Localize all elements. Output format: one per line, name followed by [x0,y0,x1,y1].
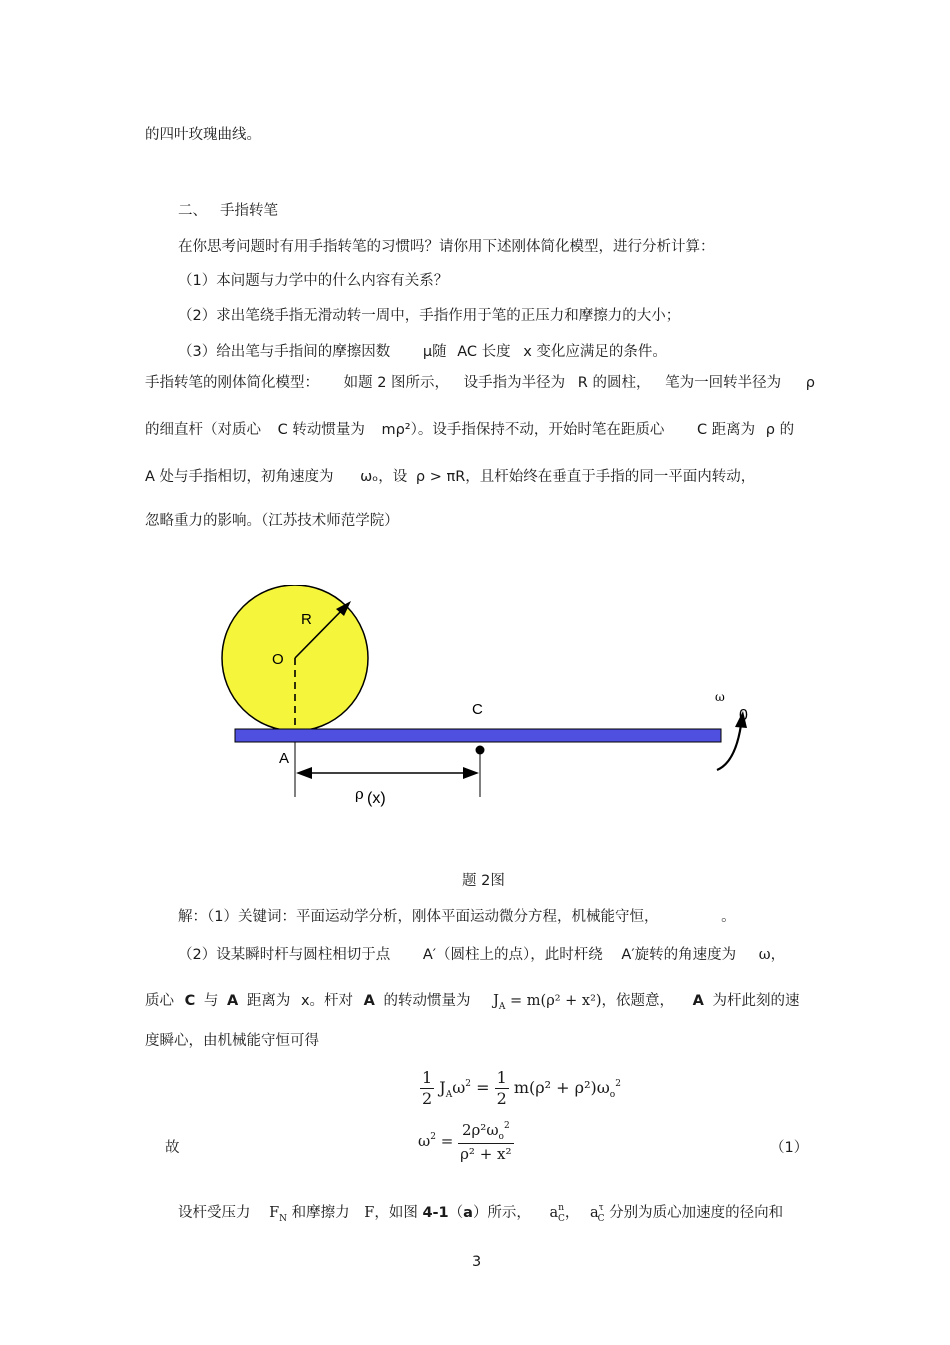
label-omega-0: 0 [739,707,748,724]
center-of-mass-dot [476,746,485,755]
text-line: 的四叶玫瑰曲线。 [145,127,261,143]
model-line-2: 的细直杆（对质心 C 转动惯量为 mρ²）。设手指保持不动，开始时笔在距质心 C 距离为 ρ 的 [145,422,795,438]
section-title: 手指转笔 [220,203,278,219]
pen-rod [235,729,721,742]
model-line-1: 手指转笔的刚体简化模型： 如题 2 图所示， 设手指为半径为 R 的圆柱， 笔为一回转半径为 ρ [145,375,815,391]
solution-4: 度瞬心，由机械能守恒可得 [145,1033,319,1049]
last-line: 设杆受压力 $F_N$ 和摩擦力 F，如图 4-1（a）所示， $a^n_C$， $a^\tau_C$ 分别为质心加速度的径向和 [178,1203,784,1224]
label-R: R [301,611,312,628]
solution-2: （2）设某瞬时杆与圆柱相切于点 A′（圆柱上的点），此时杆绕 A′旋转的角速度为 ω， [178,947,786,963]
section-number: 二、 [178,203,207,219]
rho-arrow-right [463,767,479,779]
label-C: C [472,701,483,718]
model-line-3: A 处与手指相切，初角速度为 ωₒ，设 ρ > πR，且杆始终在垂直于手指的同一平面内转动， [145,469,756,485]
equation-number: （1） [770,1140,809,1156]
label-A: A [279,750,290,767]
solution-3: 质心 C 与 A 距离为 x。杆对 A 的转动惯量为 $J_A = m(\rho^2 + x^2)$，依题意， A 为杆此刻的速 [145,993,800,1012]
label-O: O [272,651,284,668]
rho-arrow-left [296,767,312,779]
figure-caption: 题 2图 [462,873,505,889]
paragraph: 在你思考问题时有用手指转笔的习惯吗？请你用下述刚体简化模型，进行分析计算： [178,239,715,255]
text-therefore: 故 [165,1140,180,1156]
figure-rod-cylinder [215,585,755,815]
question-1: （1）本问题与力学中的什么内容有关系？ [178,273,449,289]
label-x: (x) [367,790,386,807]
question-3: （3）给出笔与手指间的摩擦因数 μ随 AC 长度 x 变化应满足的条件。 [178,344,667,360]
solution-1: 解：（1）关键词：平面运动学分析，刚体平面运动微分方程，机械能守恒， 。 [178,909,736,925]
question-2: （2）求出笔绕手指无滑动转一周中，手指作用于笔的正压力和摩擦力的大小； [178,308,681,324]
model-line-4: 忽略重力的影响。（江苏技术师范学院） [145,513,399,529]
page-number: 3 [472,1254,482,1270]
label-rho: ρ [355,785,364,803]
label-omega: ω [715,690,725,704]
equation-energy: $\frac{1}{2}$ $J_A\omega^2$ = $\frac{1}{2}$ $m(\rho^2 + \rho^2)\omega_o^2$ [422,1068,621,1108]
equation-omega: $\omega^2$ = $\frac{2\rho^2\omega_o^2}{\text{ρ² + x²}}$ [418,1121,512,1163]
